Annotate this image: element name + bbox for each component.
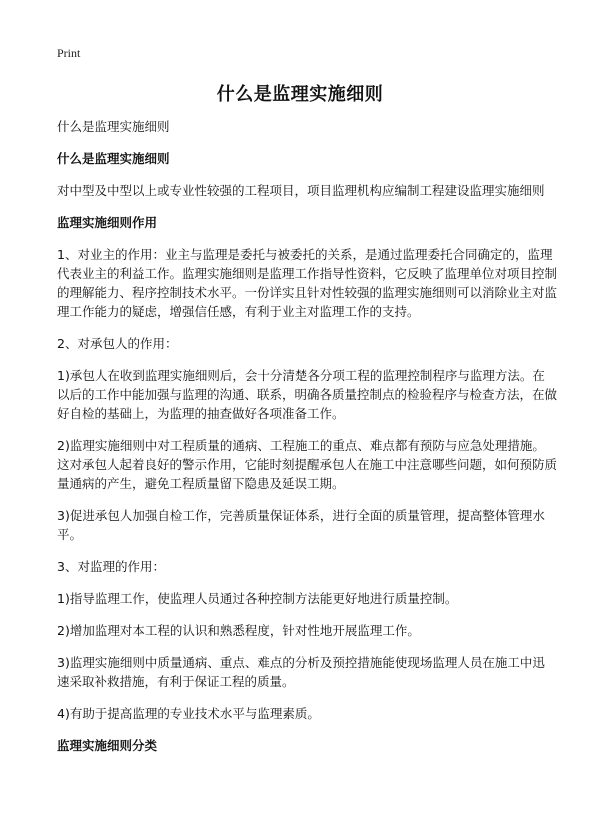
supervision-item-3: 3)监理实施细则中质量通病、重点、难点的分析及预控措施能使现场监理人员在施工中迅速采取补救措施，有利于保证工程的质量。 — [57, 655, 545, 689]
contractor-role-heading: 2、对承包人的作用： — [57, 336, 178, 351]
heading-role: 监理实施细则作用 — [57, 215, 158, 230]
supervision-role-heading: 3、对监理的作用： — [57, 559, 165, 574]
document-subtitle: 什么是监理实施细则 — [57, 119, 170, 134]
print-link[interactable]: Print — [57, 46, 81, 60]
supervision-item-1: 1)指导监理工作，使监理人员通过各种控制方法能更好地进行质量控制。 — [57, 591, 458, 606]
intro-paragraph: 对中型及中型以上或专业性较强的工程项目，项目监理机构应编制工程建设监理实施细则 — [57, 183, 545, 198]
owner-role-paragraph: 1、对业主的作用：业主与监理是委托与被委托的关系，是通过监理委托合同确定的，监理代表业主的利益工作。监理实施细则是监理工作指导性资料，它反映了监理单位对项目控制的理解能力、程序控制技术水平。一份详实且针对性较强的监理实施细则可以消除业主对监理工作能力的疑虑，增强信任感，有利于业主对监理工作的支持。 — [57, 247, 558, 319]
heading-what-is: 什么是监理实施细则 — [57, 151, 170, 166]
page-title: 什么是监理实施细则 — [216, 84, 384, 105]
contractor-item-3: 3)促进承包人加强自检工作，完善质量保证体系，进行全面的质量管理，提高整体管理水平。 — [57, 508, 545, 542]
supervision-item-4: 4)有助于提高监理的专业技术水平与监理素质。 — [57, 706, 320, 721]
contractor-item-1: 1)承包人在收到监理实施细则后，会十分清楚各分项工程的监理控制程序与监理方法。在以后的工作中能加强与监理的沟通、联系，明确各质量控制点的检验程序与检查方法，在做好自检的基础上，为监理的抽查做好各项准备工作。 — [57, 368, 558, 421]
document-body — [57, 117, 557, 768]
contractor-item-2: 2)监理实施细则中对工程质量的通病、工程施工的重点、难点都有预防与应急处理措施。这对承包人起着良好的警示作用，它能时刻提醒承包人在施工中注意哪些问题，如何预防质量通病的产生，避免工程质量留下隐患及延误工期。 — [57, 438, 558, 491]
heading-classification: 监理实施细则分类 — [57, 738, 158, 753]
supervision-item-2: 2)增加监理对本工程的认识和熟悉程度，针对性地开展监理工作。 — [57, 623, 420, 638]
